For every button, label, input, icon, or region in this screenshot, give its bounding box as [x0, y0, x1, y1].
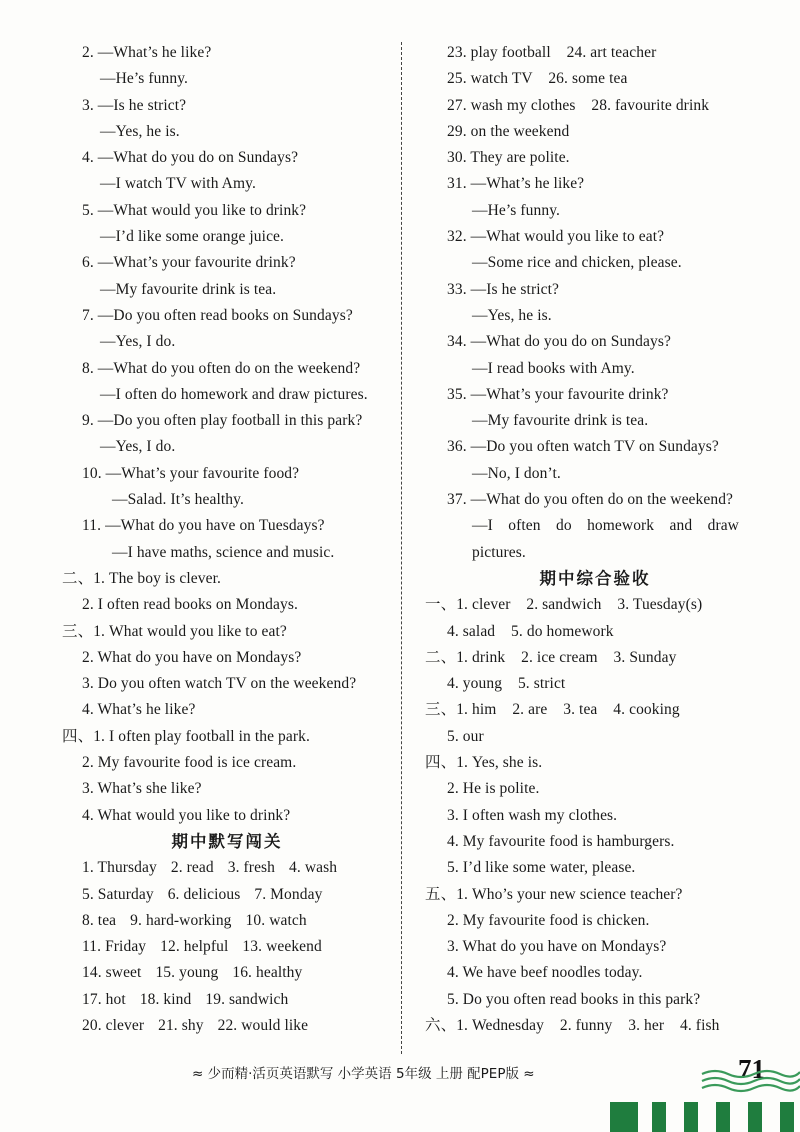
- vocab-item: 6. delicious: [167, 885, 241, 903]
- footer: [0, 1063, 800, 1085]
- answer-line: 2. My favourite food is chicken.: [447, 911, 650, 929]
- vocab-item: 3. fresh: [227, 859, 276, 877]
- answer-line: —I read books with Amy.: [472, 359, 635, 377]
- decor-bar: [716, 1102, 730, 1132]
- answer-line: 五、1. Who’s your new science teacher?: [425, 885, 683, 903]
- wave-decoration-icon: [700, 1064, 800, 1100]
- answer-line: 3. Do you often watch TV on the weekend?: [82, 675, 357, 693]
- vocab-item: 10. watch: [245, 911, 307, 929]
- answer-line: —Some rice and chicken, please.: [472, 254, 682, 272]
- answer-line: —I watch TV with Amy.: [100, 175, 256, 193]
- answer-line: 四、1. I often play football in the park.: [62, 727, 310, 745]
- answer-line: 4. —What do you do on Sundays?: [82, 149, 299, 167]
- answer-line: 5. I’d like some water, please.: [447, 859, 636, 877]
- answer-line: —He’s funny.: [472, 201, 561, 219]
- answer-line: —Yes, he is.: [100, 122, 180, 140]
- answer-line: 11. —What do you have on Tuesdays?: [82, 517, 325, 535]
- answer-line: 4. salad 5. do homework: [447, 622, 614, 640]
- answer-line: 35. —What’s your favourite drink?: [447, 385, 669, 403]
- answer-line: —No, I don’t.: [472, 464, 561, 482]
- decor-bar: [610, 1102, 638, 1132]
- answer-line: 34. —What do you do on Sundays?: [447, 333, 671, 351]
- answer-line: 23. play football 24. art teacher: [447, 44, 657, 61]
- vocab-item: 2. read: [170, 859, 214, 877]
- answer-line: 2. My favourite food is ice cream.: [82, 754, 297, 772]
- vocab-item: 8. tea: [82, 911, 117, 929]
- answer-line: 四、1. Yes, she is.: [425, 754, 543, 772]
- answer-line: —Salad. It’s healthy.: [112, 491, 244, 509]
- vocab-item: 21. shy: [158, 1016, 204, 1034]
- vocab-item: 12. helpful: [160, 938, 229, 956]
- answer-line: 一、1. clever 2. sandwich 3. Tuesday(s): [425, 596, 703, 614]
- answer-line: —My favourite drink is tea.: [472, 412, 649, 430]
- page-number: 71: [738, 1054, 765, 1084]
- vocab-row: [62, 908, 392, 934]
- vocab-item: 5. Saturday: [82, 885, 154, 903]
- answer-line: —I’d like some orange juice.: [100, 228, 285, 246]
- answer-line: 27. wash my clothes 28. favourite drink: [447, 96, 710, 114]
- vocab-item: 9. hard-working: [130, 911, 232, 929]
- answer-word: do: [555, 517, 572, 535]
- answer-line: —My favourite drink is tea.: [100, 280, 277, 298]
- column-divider: [401, 42, 402, 1054]
- answer-line: 9. —Do you often play football in this park?: [82, 412, 363, 430]
- answer-line: 4. My favourite food is hamburgers.: [447, 832, 675, 850]
- answer-line: 7. —Do you often read books on Sundays?: [82, 306, 353, 324]
- answer-word: often: [508, 517, 541, 535]
- green-bar-decoration: [608, 1102, 800, 1132]
- answer-line: 8. —What do you often do on the weekend?: [82, 359, 361, 377]
- vocab-item: 14. sweet: [82, 964, 142, 982]
- answer-line: 2. He is polite.: [447, 780, 540, 798]
- answer-line: 5. —What would you like to drink?: [82, 201, 307, 219]
- vocab-row: [62, 934, 392, 960]
- vocab-item: 20. clever: [82, 1016, 145, 1034]
- answer-line: 2. —What’s he like?: [82, 44, 212, 61]
- answer-line: 二、1. The boy is clever.: [62, 569, 221, 587]
- answer-line: 2. I often read books on Mondays.: [82, 596, 298, 614]
- right-column: [425, 40, 765, 1039]
- answer-line: 3. What’s she like?: [82, 780, 202, 798]
- decor-bar: [780, 1102, 794, 1132]
- vocab-item: 22. would like: [217, 1016, 309, 1034]
- vocab-item: 15. young: [155, 964, 219, 982]
- answer-line: —Yes, I do.: [100, 333, 176, 351]
- answer-line: 32. —What would you like to eat?: [447, 228, 665, 246]
- answer-line: 36. —Do you often watch TV on Sundays?: [447, 438, 719, 456]
- answer-line: —I often do homework and draw pictures.: [100, 385, 368, 403]
- vocab-item: 4. wash: [289, 859, 338, 877]
- answer-line: [425, 513, 765, 539]
- vocab-item: 1. Thursday: [82, 859, 157, 877]
- answer-line: pictures.: [472, 543, 526, 561]
- vocab-item: 13. weekend: [242, 938, 322, 956]
- answer-line: —I have maths, science and music.: [112, 543, 335, 561]
- answer-line: 33. —Is he strict?: [447, 280, 559, 298]
- answer-line: 六、1. Wednesday 2. funny 3. her 4. fish: [425, 1016, 720, 1034]
- decor-bar: [684, 1102, 698, 1132]
- vocab-row: [62, 987, 392, 1013]
- vocab-item: 7. Monday: [254, 885, 323, 903]
- decor-bar: [652, 1102, 666, 1132]
- answer-line: 37. —What do you often do on the weekend?: [447, 491, 734, 509]
- answer-line: 31. —What’s he like?: [447, 175, 585, 193]
- vocab-item: 11. Friday: [82, 938, 147, 956]
- answer-line: —He’s funny.: [100, 70, 189, 88]
- answer-line: 2. What do you have on Mondays?: [82, 648, 302, 666]
- vocab-row: [62, 1013, 392, 1039]
- answer-line: 5. Do you often read books in this park?: [447, 990, 701, 1008]
- vocab-row: [62, 855, 392, 881]
- answer-line: 三、1. him 2. are 3. tea 4. cooking: [425, 701, 680, 719]
- answer-line: 29. on the weekend: [447, 122, 570, 140]
- answer-line: 5. our: [447, 727, 484, 745]
- answer-line: —Yes, I do.: [100, 438, 176, 456]
- answer-line: 3. —Is he strict?: [82, 96, 187, 114]
- vocab-item: 18. kind: [139, 990, 192, 1008]
- vocab-item: 16. healthy: [232, 964, 303, 982]
- left-column: [62, 40, 392, 1039]
- section-heading: 期中默写闯关: [171, 831, 283, 851]
- footer-text: ≈ 少而精·活页英语默写 小学英语 5年级 上册 配PEP版 ≈: [192, 1066, 535, 1082]
- vocab-row: [62, 960, 392, 986]
- decor-bar: [748, 1102, 762, 1132]
- answer-word: —I: [472, 517, 493, 535]
- answer-line: 二、1. drink 2. ice cream 3. Sunday: [425, 648, 677, 666]
- answer-line: 3. I often wash my clothes.: [447, 806, 618, 824]
- answer-line: 3. What do you have on Mondays?: [447, 938, 667, 956]
- answer-line: 25. watch TV 26. some tea: [447, 70, 628, 88]
- answer-line: 4. What would you like to drink?: [82, 806, 291, 824]
- answer-line: 6. —What’s your favourite drink?: [82, 254, 296, 272]
- answer-line: 4. What’s he like?: [82, 701, 196, 719]
- answer-word: homework: [587, 517, 655, 535]
- vocab-row: [62, 882, 392, 908]
- vocab-item: 19. sandwich: [205, 990, 289, 1008]
- answer-line: 4. We have beef noodles today.: [447, 964, 643, 982]
- answer-line: 10. —What’s your favourite food?: [82, 464, 300, 482]
- answer-line: 三、1. What would you like to eat?: [62, 622, 287, 640]
- answer-line: 4. young 5. strict: [447, 675, 566, 693]
- vocab-item: 17. hot: [82, 990, 126, 1008]
- answer-line: —Yes, he is.: [472, 306, 552, 324]
- section-heading: 期中综合验收: [539, 568, 651, 588]
- answer-word: and: [669, 517, 693, 535]
- answer-line: 30. They are polite.: [447, 149, 570, 167]
- answer-word: draw: [707, 517, 739, 535]
